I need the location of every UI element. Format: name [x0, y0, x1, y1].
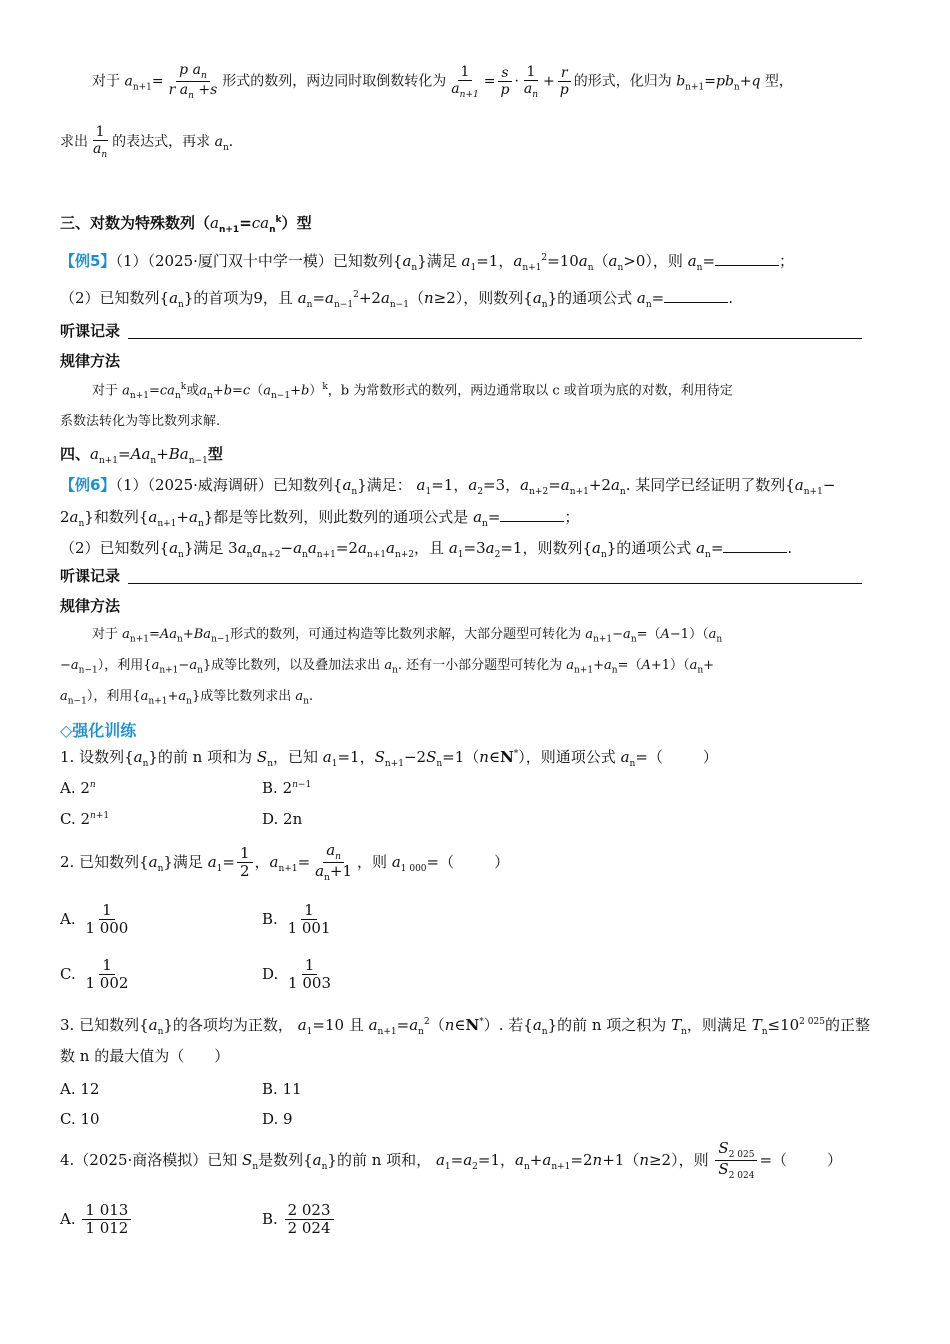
option-label: C. [60, 964, 76, 983]
text: 的形式，化归为 [573, 73, 672, 90]
example-tag: 【例6】 [60, 476, 116, 494]
text: 3. 已知数列{ [60, 1016, 149, 1034]
text: 三、对数为特殊数列 [60, 214, 196, 232]
q1-option-a[interactable]: A. 2$^n$ [60, 779, 96, 797]
q2-stem: 2. 已知数列$\{a_n\}$满足 $a_1=$ $\frac{1}{2}$ ，$a_{n+1}=$ $\frac{a_n}{a_n+1}$ ，则 $a_{1 000}=$（ ） [60, 841, 510, 884]
text: 对于 [92, 627, 119, 642]
top-line-2: 求出 $\frac{1}{a_n}$ 的表达式，再求 $a_n$. [60, 124, 234, 160]
q3-option-b[interactable]: B. 11 [262, 1080, 302, 1098]
text: }的前 n 项和为 [148, 748, 253, 766]
text: . 某同学已经证明了数列{ [625, 476, 795, 494]
text: ，则数列{ [522, 539, 592, 557]
text: ，则通项公式 [525, 748, 616, 766]
example6-q1-line1: 【例6】（1）（2025·威海调研）已知数列$\{a_n\}$满足： $a_1=1$，$a_2=3$，$a_{n+2}=a_{n+1}+2a_n$. 某同学已经证明了数列{$a_{n+1}-$ [60, 476, 836, 497]
option-den: 1 012 [85, 1219, 129, 1238]
text: 的正整 [824, 1016, 870, 1034]
fraction: $\frac{p a_n}{r a_n +s}$ [168, 62, 218, 101]
option-label: B. [262, 1209, 278, 1228]
text: }的通项公式 [547, 289, 633, 307]
option-den: 1 002 [85, 974, 129, 993]
option-label: A. [60, 1209, 76, 1228]
q2-option-c[interactable]: C. $\frac{1}{1 002}$ [60, 957, 133, 993]
text: }满足 [163, 852, 203, 871]
example-tag: 【例5】 [60, 252, 116, 270]
option-num: 1 013 [82, 1202, 131, 1220]
q2-option-b[interactable]: B. $\frac{1}{1 001}$ [262, 902, 336, 938]
q2-option-d[interactable]: D. $\frac{1}{1 003}$ [262, 957, 336, 993]
text: }都是等比数列，则此数列的通项公式是 [203, 508, 469, 526]
section3-title: 三、对数为特殊数列$(a_{n+1}=ca_n^k)$型 [60, 214, 312, 235]
q2-option-a[interactable]: A. $\frac{1}{1 000}$ [60, 902, 133, 938]
option-label: A. [60, 779, 81, 797]
notes-line[interactable] [128, 338, 862, 339]
example5-q1: 【例5】（1）（2025·厦门双十中学一模）已知数列$\{a_n\}$满足 $a_1=1$，$a_{n+1}^2=10a_n(a_n>0)$，则 $a_n=$ ； [60, 252, 795, 273]
answer-blank[interactable] [664, 288, 728, 303]
q4-option-b[interactable] [262, 1202, 336, 1238]
text: 形式的数列，两边同时取倒数转化为 [222, 73, 447, 90]
q3-stem-line1: 3. 已知数列$\{a_n\}$的各项均为正数， $a_1=10$ 且 $a_{n+1}=a_n^2(n\in N^*)$. 若$\{a_n\}$的前 n 项之积为 $T_n$，则满足 $T_n\le 10^{2 025}$的正整 [60, 1016, 870, 1037]
text: . 还有一小部分题型可转化为 [397, 658, 563, 673]
text: 型 [296, 214, 312, 232]
notes-label: 听课记录 [60, 567, 121, 585]
text: }满足 [417, 252, 457, 270]
option-label: D. [262, 964, 279, 983]
q3-stem-line2: 数 n 的最大值为（ ） [60, 1047, 230, 1065]
method4-line2: $-a_{n-1}$），利用$\{a_{n+1}-a_n\}$成等比数列，以及叠加法求出 $a_n$. 还有一小部分题型可转化为 $a_{n+1}+a_n=(A+1)(a_n+$ [60, 658, 715, 676]
q1-option-b[interactable]: B. $2^{n-1}$ [262, 779, 312, 797]
text: ，b 为常数形式的数列，两边通常取以 c 或首项为底的对数，利用待定 [327, 383, 733, 399]
option-den: 1 001 [287, 919, 331, 938]
training-title: ◇强化训练 [60, 721, 137, 740]
text: 四、 [60, 445, 91, 463]
answer-blank[interactable] [500, 507, 564, 522]
text: . 若{ [498, 1016, 533, 1034]
text: 1. 设数列{ [60, 748, 134, 766]
text: }满足 [183, 539, 224, 557]
text: ，则 [652, 252, 683, 270]
text: （2）已知数列{ [60, 289, 170, 307]
q1-option-d[interactable]: D. 2n [262, 810, 303, 828]
text: ，则数列{ [463, 289, 533, 307]
option-label: B. [262, 779, 283, 797]
text: 4.（2025·商洛模拟）已知 [60, 1150, 238, 1169]
text: 2. 已知数列{ [60, 852, 149, 871]
text: 型 [207, 445, 223, 463]
text: ，则满足 [686, 1016, 747, 1034]
method3-line2: 系数法转化为等比数列求解. [60, 414, 221, 429]
option-label: A. [60, 909, 76, 928]
example6-q2: （2）已知数列$\{a_n\}$满足 $3a_na_{n+2}-a_na_{n+1}=2a_{n+1}a_{n+2}$，且 $a_1=3a_2=1$，则数列$\{a_n\}$的通项公式 $a_n=$ . [60, 539, 793, 560]
text: 对于 [92, 383, 119, 399]
section4-title: 四、$a_{n+1}=Aa_n+Ba_{n-1}$型 [60, 445, 223, 466]
method-label: 规律方法 [60, 352, 121, 370]
top-line-1: 对于 $a_{n+1}=$ $\frac{p a_n}{r a_n +s}$ 形式的数列，两边同时取倒数转化为 $\frac{1}{a_{n+1}}$ = $\frac{s}{p}$ · $\frac{1}{a_n}$ + $\frac{r}{p}$ 的形式，化归为 $b_{n+1}=pb_n+q$ 型， [92, 62, 793, 101]
q3-option-c[interactable]: C. 10 [60, 1110, 100, 1128]
text: ，利用 [104, 658, 144, 673]
q1-option-c[interactable]: C. $2^{n+1}$ [60, 810, 110, 828]
answer-blank[interactable] [715, 251, 779, 266]
example5-q2: （2）已知数列$\{a_n\}$的首项为9，且 $a_n=a_{n-1}^2+2a_{n-1}(n\ge 2)$，则数列$\{a_n\}$的通项公式 $a_n=$ . [60, 289, 734, 310]
text: ，则 [678, 1150, 709, 1169]
q4-stem: 4.（2025·商洛模拟）已知 $S_n$是数列$\{a_n\}$的前 n 项和， $a_1=a_2=1$，$a_n+a_{n+1}=2n+1(n\ge 2)$，则 $\frac{S_{2 025}}{S_{2 024}}$ =（ ） [60, 1139, 843, 1182]
text: ，则 [357, 852, 388, 871]
text: }满足： [357, 476, 412, 494]
text: }的首项为9，且 [183, 289, 293, 307]
option-label: C. [60, 810, 81, 828]
option-den: 1 000 [85, 919, 129, 938]
text: ，已知 [272, 748, 318, 766]
text: （1）（2025·威海调研）已知数列{ [115, 476, 343, 494]
q3-option-a[interactable]: A. 12 [60, 1080, 100, 1098]
text: ，利用 [93, 689, 133, 704]
q1-stem: 1. 设数列$\{a_n\}$的前 n 项和为 $S_n$，已知 $a_1=1$，$S_{n+1}-2S_n=1(n\in N^*)$，则通项公式 $a_n=$（ ） [60, 748, 718, 769]
text: （2）已知数列{ [60, 539, 170, 557]
text: }的前 n 项和， [327, 1150, 432, 1169]
text: }和数列{ [84, 508, 149, 526]
text: 形式的数列，可通过构造等比数列求解，大部分题型可转化为 [230, 627, 582, 642]
text: 成等比数列求出 [200, 689, 292, 704]
text: 或 [186, 383, 200, 399]
method-label: 规律方法 [60, 597, 121, 615]
text: ，且 [414, 539, 445, 557]
option-den: 1 003 [288, 974, 331, 993]
q3-option-d[interactable]: D. 9 [262, 1110, 293, 1128]
text: }的各项均为正数， [163, 1016, 293, 1034]
text: 是数列{ [258, 1150, 313, 1169]
option-num: 2 023 [285, 1202, 334, 1220]
option-label: B. [262, 909, 278, 928]
text: }的前 n 项之积为 [547, 1016, 667, 1034]
q4-option-a[interactable] [60, 1202, 133, 1238]
text: 求出 [60, 134, 88, 151]
method4-line3: $a_{n-1}$），利用$\{a_{n+1}+a_n\}$成等比数列求出 $a_n$. [60, 689, 314, 707]
text: （1）（2025·厦门双十中学一模）已知数列{ [115, 252, 403, 270]
notes-line[interactable] [128, 583, 862, 584]
option-den: 2 024 [287, 1219, 331, 1238]
answer-blank[interactable] [723, 538, 787, 553]
method3-line1: 对于 $a_{n+1}=ca_n^k$或$a_n+b=c(a_{n-1}+b)^k$，b 为常数形式的数列，两边通常取以 c 或首项为底的对数，利用待定 [92, 382, 733, 401]
text: 对于 [92, 73, 120, 90]
notes-label: 听课记录 [60, 322, 121, 340]
example6-q1-line2: $2a_n$}和数列$\{a_{n+1}+a_n\}$都是等比数列，则此数列的通项公式是 $a_n=$ ； [60, 508, 580, 529]
text: 成等比数列，以及叠加法求出 [211, 658, 381, 673]
text: }的通项公式 [606, 539, 692, 557]
text: 型， [764, 73, 793, 90]
text: 的表达式，再求 [112, 134, 211, 151]
method4-line1: 对于 $a_{n+1}=Aa_n+Ba_{n-1}$形式的数列，可通过构造等比数列求解，大部分题型可转化为 $a_{n+1}-a_n=(A-1)(a_n$ [92, 627, 723, 645]
